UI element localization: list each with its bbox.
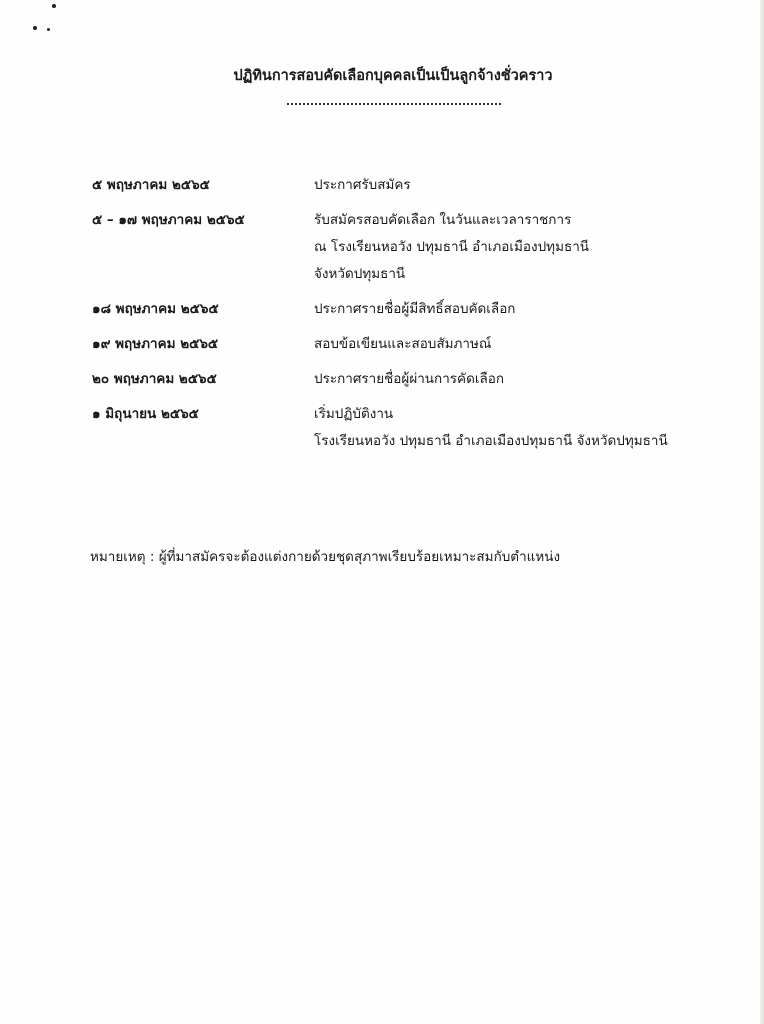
document-title: ปฏิทินการสอบคัดเลือกบุคคลเป็นเป็นลูกจ้างชั่วคราว (233, 68, 553, 84)
scan-speck (47, 28, 50, 31)
schedule-row (0, 172, 764, 199)
schedule-description (314, 207, 589, 288)
page-edge-shadow (760, 0, 764, 1024)
description-line: ประกาศรายชื่อผู้มีสิทธิ์สอบคัดเลือก (314, 301, 516, 317)
schedule-description (314, 366, 504, 393)
scan-speck (52, 4, 56, 8)
description-line: ประกาศรายชื่อผู้ผ่านการคัดเลือก (314, 371, 505, 387)
description-line: รับสมัครสอบคัดเลือก ในวันและเวลาราชการ (314, 212, 572, 228)
schedule-date: ๑๘ พฤษภาคม ๒๕๖๕ (92, 301, 219, 317)
description-line: ประกาศรับสมัคร (314, 177, 411, 193)
schedule-description (314, 296, 515, 323)
schedule-date: ๕ – ๑๗ พฤษภาคม ๒๕๖๕ (92, 212, 245, 228)
schedule-description (314, 172, 411, 199)
description-line: จังหวัดปทุมธานี (314, 266, 406, 282)
description-line: เริ่มปฏิบัติงาน (314, 406, 394, 422)
document-note: หมายเหตุ : ผู้ที่มาสมัครจะต้องแต่งกายด้วยชุดสุภาพเรียบร้อยเหมาะสมกับตำแหน่ง (90, 549, 561, 565)
description-line: สอบข้อเขียนและสอบสัมภาษณ์ (314, 336, 492, 352)
schedule-description (314, 331, 491, 358)
schedule-description (314, 401, 668, 455)
title-dotted-underline (287, 100, 501, 105)
description-line: โรงเรียนหอวัง ปทุมธานี อำเภอเมืองปทุมธานี จังหวัดปทุมธานี (314, 433, 668, 449)
schedule-row (0, 207, 764, 288)
schedule-date: ๑ มิถุนายน ๒๕๖๕ (92, 406, 199, 422)
description-line: ณ โรงเรียนหอวัง ปทุมธานี อำเภอเมืองปทุมธานี (314, 239, 590, 255)
schedule-row (0, 296, 764, 323)
schedule-row (0, 366, 764, 393)
schedule-date: ๑๙ พฤษภาคม ๒๕๖๕ (92, 336, 219, 352)
scan-speck (33, 26, 37, 30)
schedule-row (0, 401, 764, 455)
schedule-date: ๕ พฤษภาคม ๒๕๖๕ (92, 177, 210, 193)
schedule-list (0, 172, 764, 463)
schedule-row (0, 331, 764, 358)
schedule-date: ๒๐ พฤษภาคม ๒๕๖๕ (92, 371, 217, 387)
